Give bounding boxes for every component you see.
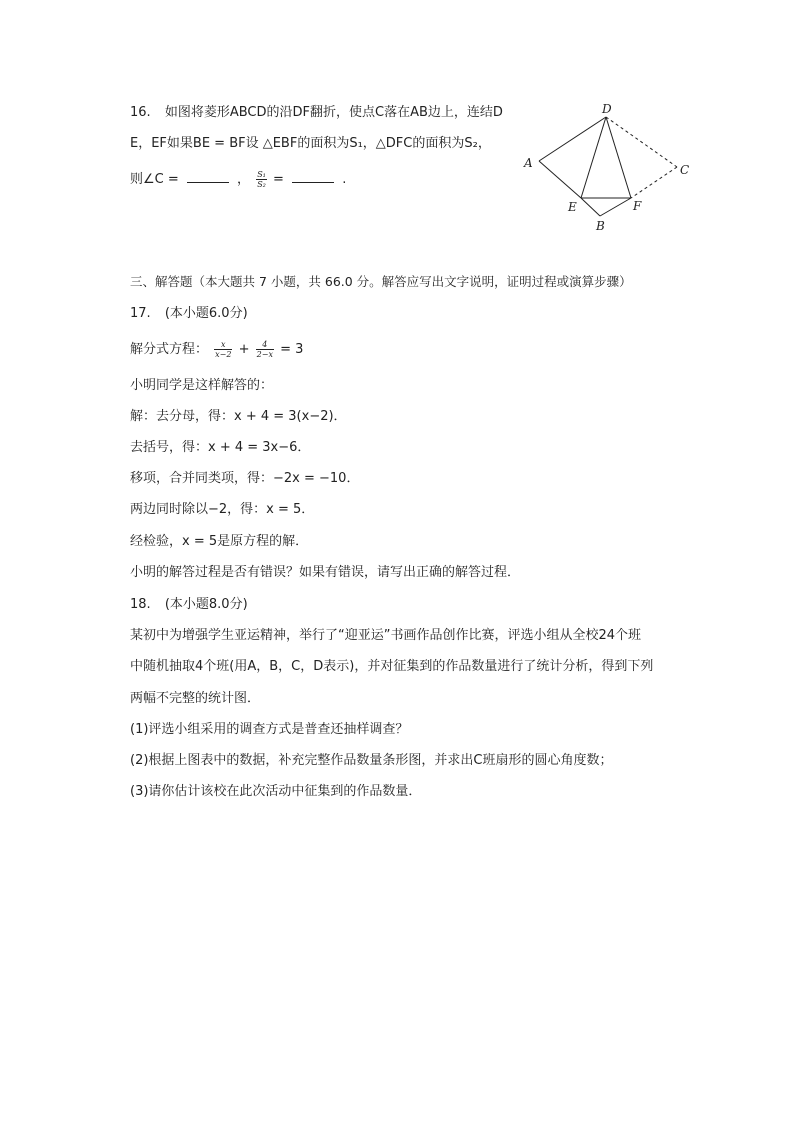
q17-line-1: 小明同学是这样解答的： (130, 378, 274, 393)
q17-frac1-num: x (214, 340, 232, 350)
q16-line2 (130, 135, 491, 153)
q17-frac1-den: x−2 (215, 350, 232, 359)
q16-line3 (130, 170, 346, 189)
q17-task-prefix: 解分式方程： (130, 342, 209, 357)
q16-frac-numerator: S₁ (257, 170, 266, 179)
label-B: B (596, 219, 605, 233)
q16-blank-2 (292, 170, 334, 183)
q16-rhombus-figure (515, 100, 715, 240)
q16-period: . (342, 172, 347, 187)
q18-line-2: 中随机抽取4个班(用A，B，C，D表示)，并对征集到的作品数量进行了统计分析，得到下列 (130, 659, 654, 674)
q18-line-1: 某初中为增强学生亚运精神，举行了“迎亚运”书画作品创作比赛，评选小组从全校24个班 (130, 628, 642, 643)
q16-equals: = (273, 172, 284, 187)
label-A: A (524, 156, 533, 170)
q17-header (130, 305, 248, 323)
q16-text-line2: E，EF如果BE = BF设 △EBF的面积为S₁，△DFC的面积为S₂， (130, 136, 491, 151)
q18-part-2: (2)根据上图表中的数据，补充完整作品数量条形图，并求出C班扇形的圆心角度数； (130, 753, 613, 768)
q18-part-3: (3)请你估计该校在此次活动中征集到的作品数量． (130, 784, 422, 799)
q17-score: (本小题6.0分) (164, 306, 248, 321)
q17-line-3: 去括号，得：x + 4 = 3x−6． (130, 440, 311, 455)
q17-frac2-den: 2−x (256, 350, 273, 359)
q16-line1 (130, 104, 503, 122)
label-E: E (568, 200, 577, 214)
q17-line-5: 两边同时除以−2，得：x = 5． (130, 502, 315, 517)
q16-blank-1 (187, 170, 229, 183)
q17-line-7: 小明的解答过程是否有错误？如果有错误，请写出正确的解答过程． (130, 565, 521, 580)
q17-line-2: 解：去分母，得：x + 4 = 3(x−2)． (130, 409, 347, 424)
q17-number: 17. (130, 306, 151, 321)
q16-frac-denominator: S₂ (257, 180, 266, 189)
q17-fraction-1 (214, 340, 232, 359)
q16-comma: ， (237, 172, 251, 187)
q18-line-3: 两幅不完整的统计图． (130, 691, 261, 706)
q18-number: 18. (130, 597, 151, 612)
label-F: F (633, 199, 642, 213)
q17-plus: + (238, 342, 250, 357)
q17-task (130, 340, 303, 359)
label-D: D (602, 102, 612, 116)
q17-fraction-2 (256, 340, 274, 359)
q18-header (130, 596, 248, 614)
q17-frac2-num: 4 (256, 340, 274, 350)
label-C: C (680, 163, 690, 177)
q17-task-end: = 3 (280, 342, 304, 357)
section-3-header: 三、解答题（本大题共 7 小题，共 66.0 分。解答应写出文字说明，证明过程或演算步骤） (130, 274, 632, 289)
q17-line-4: 移项，合并同类项，得：−2x = −10． (130, 471, 360, 486)
q16-number: 16. (130, 105, 151, 120)
q18-part-1: (1)评选小组采用的调查方式是普查还抽样调查？ (130, 722, 409, 737)
q16-text-line1: 如图将菱形ABCD的沿DF翻折，使点C落在AB边上，连结D (164, 105, 503, 120)
q16-text-angle: 则∠C = (130, 172, 179, 187)
q16-ratio-fraction (256, 170, 267, 189)
q18-score: (本小题8.0分) (164, 597, 248, 612)
q17-line-6: 经检验，x = 5是原方程的解． (130, 534, 309, 549)
